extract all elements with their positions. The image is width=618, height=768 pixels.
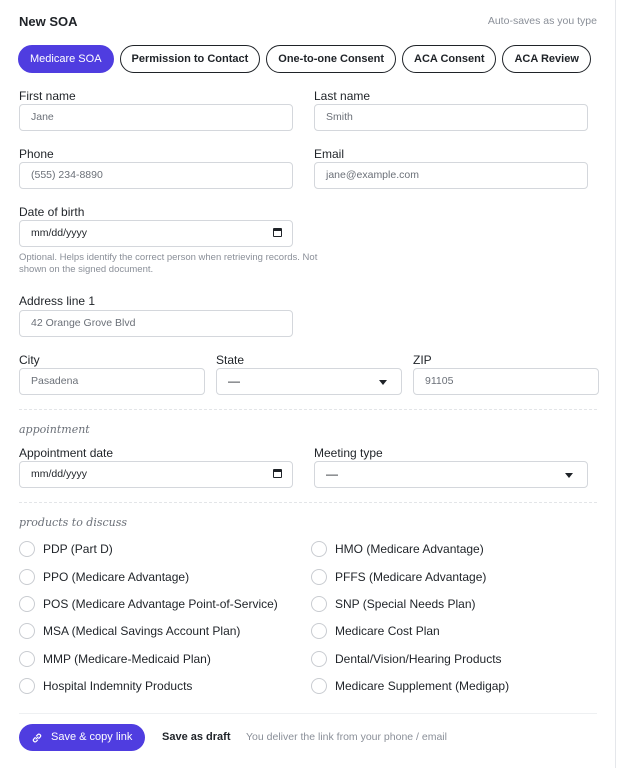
last-name-input[interactable]: Smith <box>314 104 588 131</box>
product-option[interactable] <box>19 595 278 613</box>
product-option-label: PFFS (Medicare Advantage) <box>335 570 487 584</box>
product-option-label: Dental/Vision/Hearing Products <box>335 652 502 666</box>
email-label: Email <box>314 147 345 161</box>
link-icon <box>31 732 43 744</box>
product-option[interactable] <box>19 540 113 558</box>
product-option[interactable] <box>311 568 486 586</box>
product-option[interactable] <box>311 540 484 558</box>
state-select[interactable] <box>216 368 402 395</box>
appointment-date-value: mm/dd/yyyy <box>31 468 88 480</box>
save-copy-link-button[interactable] <box>19 724 145 751</box>
checkbox[interactable] <box>19 623 35 639</box>
product-option[interactable] <box>19 622 240 640</box>
zip-label: ZIP <box>413 353 432 367</box>
first-name-input[interactable]: Jane <box>19 104 293 131</box>
calendar-icon[interactable] <box>273 228 282 237</box>
address1-input[interactable]: 42 Orange Grove Blvd <box>19 310 293 337</box>
page-title: New SOA <box>19 14 78 29</box>
product-option-label: POS (Medicare Advantage Point-of-Service) <box>43 597 278 611</box>
product-option[interactable] <box>311 677 509 695</box>
meeting-type-select[interactable] <box>314 461 588 488</box>
checkbox[interactable] <box>311 623 327 639</box>
phone-label: Phone <box>19 147 54 161</box>
appointment-date-label: Appointment date <box>19 446 114 460</box>
product-option-label: Hospital Indemnity Products <box>43 679 193 693</box>
state-value: — <box>228 374 240 388</box>
checkbox[interactable] <box>19 596 35 612</box>
dob-value: mm/dd/yyyy <box>31 227 88 239</box>
dob-label: Date of birth <box>19 205 85 219</box>
appointment-section-title: appointment <box>19 423 90 436</box>
form-header <box>19 14 597 30</box>
caret-down-icon <box>565 473 573 478</box>
product-option-label: SNP (Special Needs Plan) <box>335 597 476 611</box>
dob-hint: Optional. Helps identify the correct person when retrieving records. Not shown on the signed document. <box>19 252 318 275</box>
city-label: City <box>19 353 40 367</box>
meeting-type-value: — <box>326 467 338 481</box>
products-section-title: products to discuss <box>19 516 128 529</box>
section-divider <box>19 409 597 410</box>
product-option-label: PPO (Medicare Advantage) <box>43 570 190 584</box>
city-input[interactable]: Pasadena <box>19 368 205 395</box>
checkbox[interactable] <box>19 651 35 667</box>
save-draft-button[interactable]: Save as draft <box>162 731 231 743</box>
autosave-note: Auto-saves as you type <box>487 15 597 27</box>
email-input[interactable]: jane@example.com <box>314 162 588 189</box>
product-option[interactable] <box>311 650 502 668</box>
last-name-label: Last name <box>314 89 371 103</box>
dob-input[interactable] <box>19 220 293 247</box>
checkbox[interactable] <box>19 541 35 557</box>
appointment-date-input[interactable] <box>19 461 293 488</box>
tab-medicare-soa[interactable]: Medicare SOA <box>18 45 114 73</box>
product-option-label: MSA (Medical Savings Account Plan) <box>43 624 241 638</box>
product-option[interactable] <box>19 568 189 586</box>
delivery-note: You deliver the link from your phone / email <box>246 731 447 743</box>
tab-permission-to-contact[interactable]: Permission to Contact <box>120 45 261 73</box>
first-name-label: First name <box>19 89 76 103</box>
footer-divider <box>19 713 597 714</box>
checkbox[interactable] <box>19 678 35 694</box>
section-divider <box>19 502 597 503</box>
calendar-icon[interactable] <box>273 469 282 478</box>
save-copy-link-label: Save & copy link <box>51 731 133 743</box>
checkbox[interactable] <box>311 678 327 694</box>
product-option[interactable] <box>19 650 211 668</box>
product-option[interactable] <box>311 595 476 613</box>
checkbox[interactable] <box>19 569 35 585</box>
phone-input[interactable]: (555) 234-8890 <box>19 162 293 189</box>
meeting-type-label: Meeting type <box>314 446 383 460</box>
product-option[interactable] <box>19 677 192 695</box>
product-option-label: Medicare Supplement (Medigap) <box>335 679 510 693</box>
product-option[interactable] <box>311 622 440 640</box>
product-option-label: PDP (Part D) <box>43 542 113 556</box>
checkbox[interactable] <box>311 569 327 585</box>
product-option-label: HMO (Medicare Advantage) <box>335 542 484 556</box>
zip-input[interactable]: 91105 <box>413 368 599 395</box>
product-option-label: Medicare Cost Plan <box>335 624 440 638</box>
form-type-tabs <box>18 45 591 73</box>
checkbox[interactable] <box>311 596 327 612</box>
checkbox[interactable] <box>311 541 327 557</box>
address1-label: Address line 1 <box>19 294 96 308</box>
checkbox[interactable] <box>311 651 327 667</box>
product-option-label: MMP (Medicare-Medicaid Plan) <box>43 652 211 666</box>
tab-aca-consent[interactable]: ACA Consent <box>402 45 496 73</box>
caret-down-icon <box>379 380 387 385</box>
tab-one-to-one-consent[interactable]: One-to-one Consent <box>266 45 396 73</box>
state-label: State <box>216 353 245 367</box>
tab-aca-review[interactable]: ACA Review <box>502 45 590 73</box>
